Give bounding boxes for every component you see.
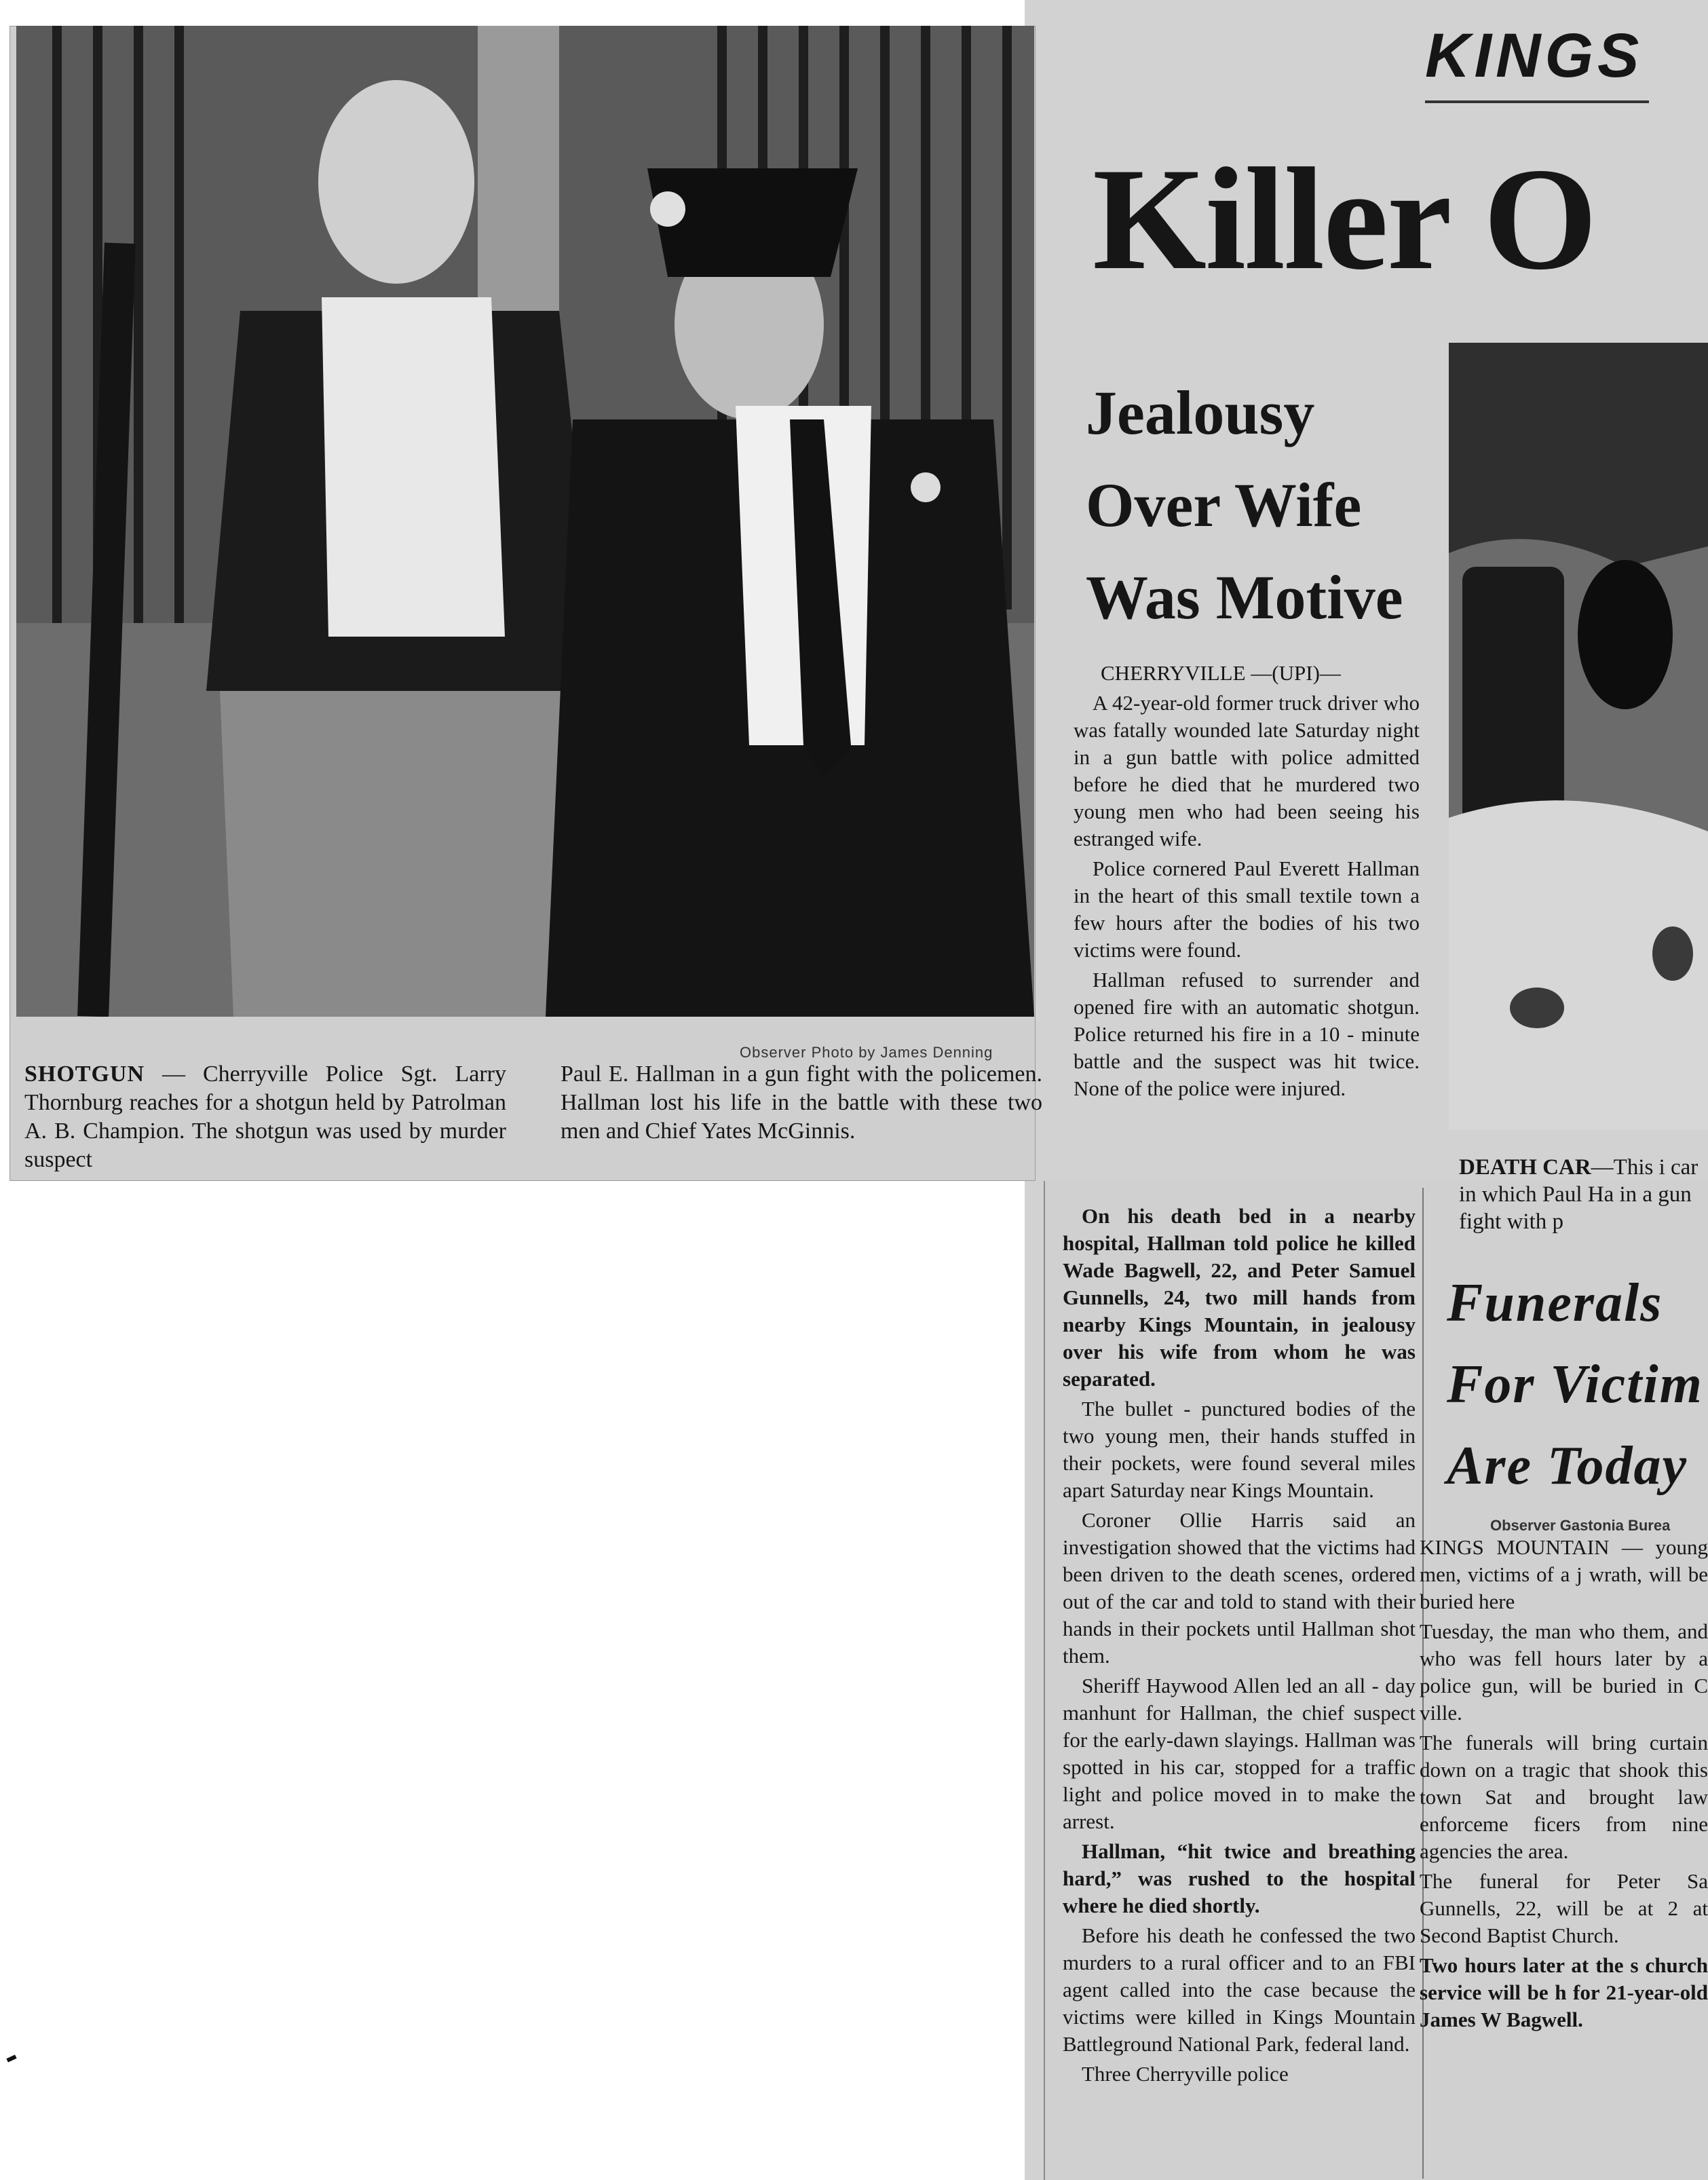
story-paragraph-bold: Hallman, “hit twice and breathing hard,” was rushed to the hospital where he died shortly.	[1063, 1839, 1416, 1917]
caption-column-2: Paul E. Hallman in a gun fight with the policemen. Hallman lost his life in the battle with these two men and Chief Yates McGinnis.	[561, 1061, 1042, 1144]
death-car-photo	[1449, 343, 1708, 1130]
bureau-credit: Observer Gastonia Burea	[1490, 1517, 1671, 1534]
death-car-lead: DEATH CAR	[1459, 1155, 1591, 1180]
subhead-line: Was Motive	[1086, 563, 1403, 632]
caption-text-1: — Cherryville Police Sgt. Larry Thornburg reaches for a shotgun held by Patrolman A. B. Champion. The shotgun was used by murder suspect	[24, 1061, 506, 1172]
caption-column-1	[24, 1060, 506, 1174]
subheadline	[1086, 367, 1439, 643]
sidebar-paragraph: The funerals will bring curtain down on a tragic that shook this town Sat and brought law enforceme ficers from nine agencies the area.	[1420, 1731, 1708, 1863]
sidebar-headline-line: Funerals	[1447, 1273, 1663, 1333]
death-car-caption	[1459, 1154, 1708, 1235]
paper-speck	[6, 2054, 16, 2062]
story-column-a	[1074, 660, 1420, 1105]
sidebar-paragraph: The funeral for Peter Sa Gunnells, 22, will be at 2 at Second Baptist Church.	[1420, 1869, 1708, 1947]
sidebar-column	[1420, 1534, 1708, 2036]
subhead-line: Jealousy	[1086, 378, 1315, 447]
sidebar-headline	[1447, 1262, 1703, 1507]
story-paragraph: Police cornered Paul Everett Hallman in the heart of this small textile town a few hours after the bodies of his two victims were found.	[1074, 857, 1420, 962]
masthead-rule	[1425, 100, 1649, 103]
story-paragraph: Hallman refused to surrender and opened fire with an automatic shotgun. Police returned his fire in a 10 - minute battle and the suspect was hit twice. None of the police were injured.	[1074, 968, 1420, 1100]
officers-photo	[16, 26, 1034, 1017]
story-paragraph: Before his death he confessed the two murders to a rural officer and to an FBI agent called into the case because the victims were killed in Kings Mountain Battleground National Park, federal land.	[1063, 1923, 1416, 2056]
story-paragraph: Three Cherryville police	[1082, 2062, 1289, 2086]
story-paragraph-bold: On his death bed in a nearby hospital, Hallman told police he killed Wade Bagwell, 22, and Peter Samuel Gunnells, 24, two mill hands from nearby Kings Mountain, in jealousy over his wife from whom he was separated.	[1063, 1204, 1416, 1391]
story-column-b	[1063, 1203, 1416, 2090]
sidebar-headline-line: Are Today	[1447, 1436, 1688, 1496]
caption-lead: SHOTGUN	[24, 1061, 145, 1087]
masthead: KINGS	[1425, 21, 1644, 90]
dateline: CHERRYVILLE —(UPI)—	[1101, 661, 1341, 685]
sidebar-paragraph: Tuesday, the man who them, and who was fell hours later by a police gun, will be buried in C ville.	[1420, 1619, 1708, 1725]
story-paragraph: A 42-year-old former truck driver who was fatally wounded late Saturday night in a gun battle with police admitted before he died that he murdered two young men who had been seeing his estranged wife.	[1074, 691, 1420, 850]
sidebar-paragraph: KINGS MOUNTAIN — young men, victims of a j wrath, will be buried here	[1420, 1535, 1708, 1613]
photo-credit: Observer Photo by James Denning	[740, 1044, 993, 1061]
main-headline: Killer O	[1093, 138, 1596, 300]
sidebar-headline-line: For Victim	[1447, 1355, 1703, 1414]
sidebar-paragraph-bold: Two hours later at the s church service will be h for 21-year-old James W Bagwell.	[1420, 1953, 1708, 2031]
story-paragraph: Sheriff Haywood Allen led an all - day manhunt for Hallman, the chief suspect for the early-dawn slayings. Hallman was spotted in his car, stopped for a traffic light and police moved in to make the arrest.	[1063, 1674, 1416, 1833]
subhead-line: Over Wife	[1086, 470, 1362, 540]
death-car-text: —This i car in which Paul Ha in a gun fight with p	[1459, 1155, 1698, 1234]
story-paragraph: Coroner Ollie Harris said an investigation showed that the victims had been driven to the death scenes, ordered out of the car and told to stand with their hands in their pockets until Hallman shot them.	[1063, 1508, 1416, 1668]
story-paragraph: The bullet - punctured bodies of the two young men, their hands stuffed in their pockets, were found several miles apart Saturday near Kings Mountain.	[1063, 1397, 1416, 1502]
